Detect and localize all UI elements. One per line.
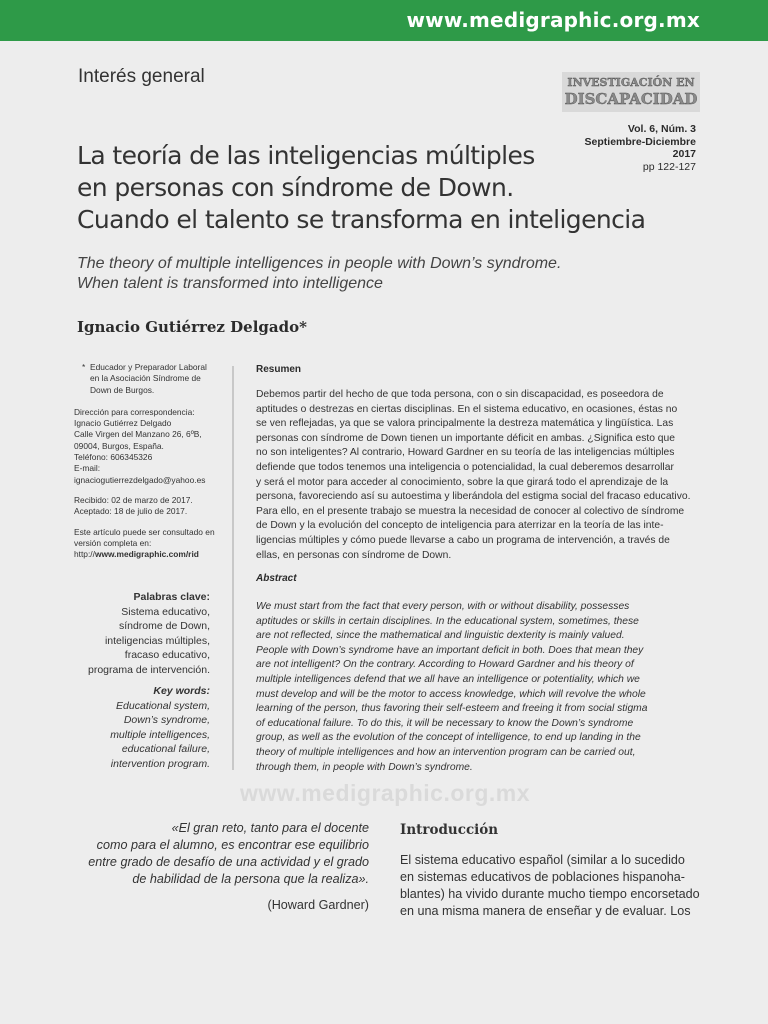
affiliation — [74, 362, 214, 396]
resumen-line: personas con síndrome de Down tienen un importante déficit en ambas. ¿Significa esto que — [256, 432, 675, 444]
issue-pages: pp 122-127 — [642, 160, 696, 173]
intro-line: en sistemas educativos de poblaciones hispanoha- — [400, 870, 685, 884]
keyword: inteligencias múltiples, — [104, 634, 210, 647]
keyword: programa de intervención. — [88, 663, 210, 676]
epigraph-quote — [78, 820, 369, 888]
title-en-line: When talent is transformed into intelligence — [77, 275, 383, 292]
correspondence-line: Calle Virgen del Manzano 26, 6ºB, — [74, 429, 202, 440]
abstract-body — [256, 600, 694, 775]
title-line: La teoría de las inteligencias múltiples — [77, 141, 535, 170]
quote-line: como para el alumno, es encontrar ese equilibrio — [96, 838, 369, 852]
section-label: Interés general — [78, 66, 205, 87]
online-url-link[interactable] — [74, 549, 214, 560]
correspondence-line: Ignacio Gutiérrez Delgado — [74, 418, 172, 429]
intro-line: en una misma manera de enseñar y de evaluar. Los — [400, 904, 691, 918]
correspondence-line: Teléfono: 606345326 — [74, 452, 153, 463]
keyword: Down’s syndrome, — [123, 714, 210, 726]
introduction-body — [400, 852, 700, 920]
keywords-spanish — [50, 590, 210, 677]
keyword: intervention program. — [110, 757, 210, 770]
abstract-line: theory of multiple intelligences and how an intervention program can be carried out, — [256, 746, 636, 758]
affiliation-line: Down de Burgos. — [90, 384, 155, 395]
intro-line: El sistema educativo español (similar a lo sucedido — [400, 853, 685, 867]
affiliation-line: en la Asociación Síndrome de — [90, 373, 201, 384]
online-note-line: versión completa en: — [74, 537, 152, 548]
keyword: multiple intelligences, — [110, 728, 210, 741]
keyword: Sistema educativo, — [121, 605, 210, 618]
resumen-line: ellas, en personas con síndrome de Down. — [256, 549, 452, 561]
resumen-line: aptitudes o destrezas en ciertas disciplinas. En el sistema educativo, en ocasiones, éstas no — [256, 403, 678, 415]
abstract-line: multiple intelligences defend that we all have an intelligence or potentiality, which we — [256, 673, 640, 685]
correspondence-line: E-mail: — [74, 463, 101, 474]
resumen-line: se ven reflejadas, ya que se valora principalmente la destreza matemática y lingüística. Las — [256, 418, 674, 430]
title-english — [77, 254, 677, 294]
quote-line: de habilidad de la persona que la realiza». — [132, 872, 369, 886]
quote-line: entre grado de desafío de una actividad y el grado — [88, 855, 369, 869]
correspondence — [74, 407, 214, 486]
title-spanish — [77, 140, 657, 236]
title-line: Cuando el talento se transforma en inteligencia — [77, 205, 646, 234]
affiliation-mark: * — [82, 362, 86, 372]
keyword: educational failure, — [121, 743, 210, 755]
keyword: síndrome de Down, — [118, 620, 210, 632]
column-divider — [232, 366, 234, 770]
abstract-line: are not intelligent? On the contrary. According to Howard Gardner and his theory of — [256, 659, 634, 671]
watermark: www.medigraphic.org.mx — [240, 780, 531, 806]
quote-line: «El gran reto, tanto para el docente — [171, 821, 369, 835]
abstract-line: through them, in people with Down’s syndrome. — [256, 761, 473, 773]
introduction-heading: Introducción — [400, 822, 499, 838]
author-info-sidebar — [74, 362, 214, 560]
journal-logo — [562, 68, 700, 116]
abstract-heading: Abstract — [256, 573, 297, 584]
resumen-heading: Resumen — [256, 364, 302, 375]
resumen-line: Para ello, en el presente trabajo se muestra la necesidad de conocer al colectivo de síndrome — [256, 505, 685, 517]
resumen-body — [256, 388, 694, 563]
resumen-line: de Down y la evolución del concepto de inteligencia para aterrizar en la teoría de las inte- — [256, 520, 664, 532]
intro-line: blantes) ha vivido durante mucho tiempo encorsetado — [400, 887, 700, 901]
resumen-line: y será el motor para acceder al conocimiento, sobre la que girará todo el aprendizaje de la — [256, 476, 669, 488]
title-line: en personas con síndrome de Down. — [77, 173, 514, 202]
abstract-line: aptitudes or skills in certain disciplines. In the educational system, sometimes, these — [256, 615, 639, 627]
svg-text:INVESTIGACIÓN EN: INVESTIGACIÓN EN — [567, 76, 695, 89]
abstract-line: group, as well as the evolution of the concept of intelligence, to end up landing in the — [256, 732, 641, 744]
abstract-line: learning of the person, thus favoring their self-esteem and freeing it from social stigma — [256, 703, 648, 715]
abstract-line: are not reflected, since the mathematical and linguistic dexterity is mainly valued. — [256, 630, 625, 642]
issue-months: Septiembre-Diciembre 2017 — [584, 135, 696, 160]
online-version — [74, 527, 214, 561]
abstract-line: People with Down’s syndrome have an important deficit in both. Does that mean they — [256, 644, 644, 656]
abstract-line: of educational failure. To do this, it will be necessary to know the Down’s syndrome — [256, 717, 634, 729]
resumen-line: Debemos partir del hecho de que toda persona, con o sin discapacidad, es poseedora de — [256, 389, 664, 400]
resumen-line: no son inteligentes? Al contrario, Howard Gardner en su teoría de las inteligencias múltiples — [256, 447, 675, 459]
resumen-line: defiende que todos tenemos una inteligencia o potencialidad, la cual deberemos desarrollar — [256, 461, 674, 473]
online-url: www.medigraphic.com/rid — [94, 549, 199, 560]
email-link[interactable]: ignaciogutierrezdelgado@yahoo.es — [74, 474, 206, 485]
keywords-heading: Key words: — [153, 685, 210, 697]
abstract-line: We must start from the fact that every person, with or without disability, possesses — [256, 601, 630, 612]
keywords-heading: Palabras clave: — [133, 591, 210, 603]
quote-source: (Howard Gardner) — [267, 898, 369, 912]
accepted-date: Aceptado: 18 de julio de 2017. — [74, 506, 188, 517]
banner-url-link[interactable]: www.medigraphic.org.mx — [406, 8, 700, 32]
article-dates — [74, 495, 214, 518]
keyword: fracaso educativo, — [124, 649, 210, 661]
online-note-line: Este artículo puede ser consultado en — [74, 526, 215, 537]
correspondence-line: 09004, Burgos, España. — [74, 440, 164, 451]
received-date: Recibido: 02 de marzo de 2017. — [74, 494, 193, 505]
issue-volume: Vol. 6, Núm. 3 — [627, 123, 696, 135]
title-en-line: The theory of multiple intelligences in people with Down’s syndrome. — [77, 255, 562, 272]
affiliation-line: Educador y Preparador Laboral — [90, 362, 207, 372]
keyword: Educational system, — [116, 699, 210, 712]
keywords-english — [50, 684, 210, 771]
author-name: Ignacio Gutiérrez Delgado* — [77, 318, 307, 336]
correspondence-line: Dirección para correspondencia: — [74, 406, 195, 417]
header-banner — [0, 0, 768, 41]
svg-text:DISCAPACIDAD: DISCAPACIDAD — [564, 90, 698, 108]
online-url-prefix: http:// — [74, 549, 95, 560]
resumen-line: ligencias múltiples y cómo puede llevarse a cabo un programa de intervención, a través de — [256, 534, 670, 546]
resumen-line: persona, favoreciendo así su autoestima y liberándola del estigma social del fracaso educativo. — [256, 491, 691, 503]
abstract-line: must develop and will be the motor to access knowledge, which will revolve the whole — [256, 688, 646, 700]
